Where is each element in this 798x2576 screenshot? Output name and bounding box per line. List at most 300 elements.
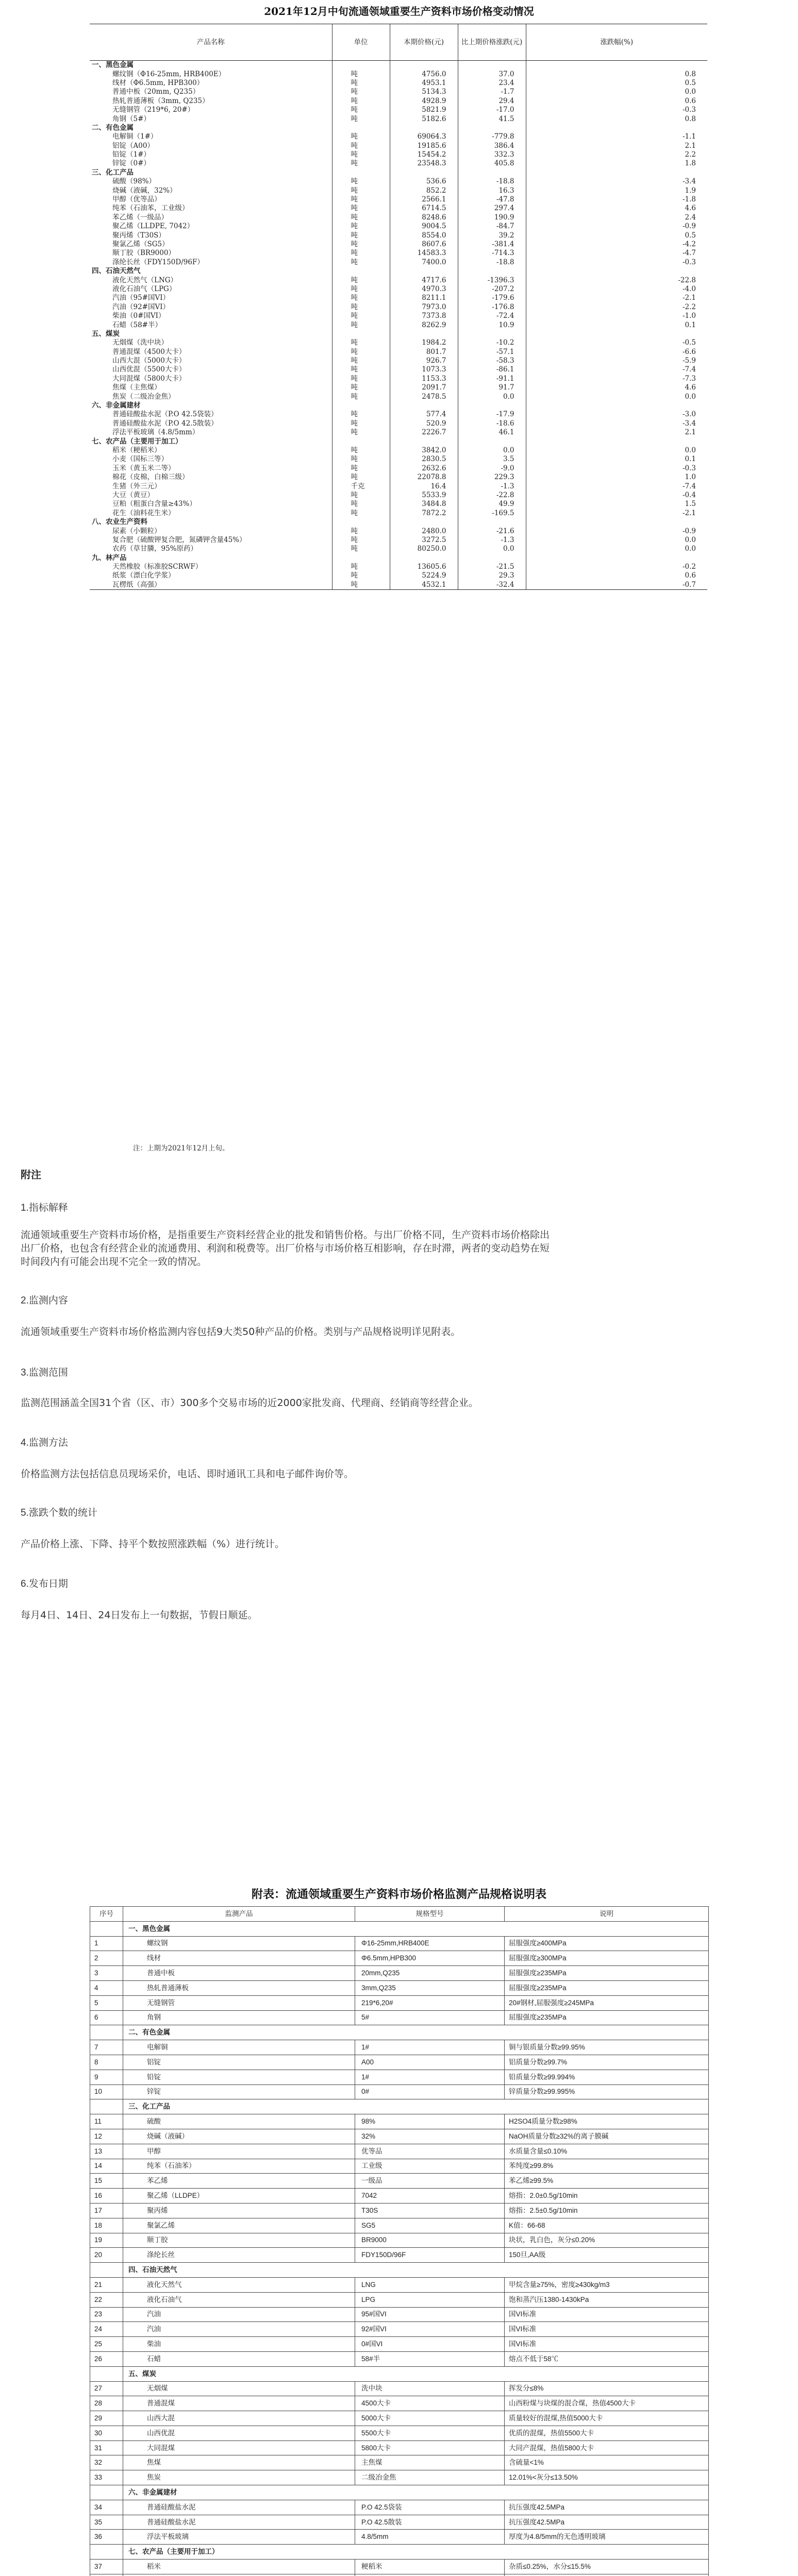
spec-spec-cell: FDY150D/96F [355, 2248, 505, 2263]
note-text-line: 产品价格上涨、下降、持平个数按照涨跌幅（%）进行统计。 [21, 1538, 285, 1550]
pct-cell: -0.5 [526, 338, 707, 347]
price-cell: 3272.5 [390, 536, 458, 545]
spec-seq-cell: 15 [90, 2174, 123, 2189]
unit-cell: 吨 [332, 294, 390, 302]
spec-seq-cell: 34 [90, 2500, 123, 2515]
price-table-body [90, 61, 707, 590]
price-category-row [90, 553, 707, 562]
price-cell: 7872.2 [390, 509, 458, 518]
spec-name-cell: 硫酸 [123, 2114, 355, 2129]
spec-name-cell: 螺纹钢 [123, 1936, 355, 1951]
price-cell: 2480.0 [390, 527, 458, 535]
pct-cell [526, 518, 707, 527]
price-cell: 3842.0 [390, 446, 458, 455]
note-title: 3.监测范围 [21, 1367, 68, 1378]
spec-seq-cell [90, 2574, 123, 2576]
unit-cell: 吨 [332, 70, 390, 78]
pct-cell: -7.4 [526, 482, 707, 490]
change-cell: -21.6 [458, 527, 526, 535]
pct-cell: -4.7 [526, 249, 707, 258]
spec-row [90, 2574, 709, 2576]
price-row [90, 392, 707, 401]
price-row [90, 482, 707, 490]
price-row [90, 70, 707, 78]
price-row [90, 446, 707, 455]
price-cell: 5821.9 [390, 106, 458, 114]
pct-cell: 2.2 [526, 150, 707, 159]
spec-spec-cell: 5800大卡 [355, 2441, 505, 2455]
price-table-header [90, 24, 707, 61]
price-cell: 3484.8 [390, 500, 458, 509]
change-cell: 91.7 [458, 383, 526, 392]
price-row [90, 240, 707, 249]
spec-row [90, 2396, 709, 2411]
spec-name-cell: 普通硅酸盐水泥 [123, 2500, 355, 2515]
spec-row [90, 2159, 709, 2174]
price-cell: 8248.6 [390, 213, 458, 222]
product-name-cell: 八、农业生产资料 [92, 518, 147, 527]
spec-seq-cell: 24 [90, 2322, 123, 2337]
pct-cell: 2.1 [526, 428, 707, 437]
price-row [90, 231, 707, 240]
change-cell: -1.7 [458, 88, 526, 96]
pct-cell: 0.8 [526, 70, 707, 78]
price-cell: 5182.6 [390, 114, 458, 123]
change-cell [458, 437, 526, 446]
spec-spec-cell: 20mm,Q235 [355, 1966, 505, 1981]
product-name-cell: 电解铜（1#） [112, 132, 158, 141]
price-cell: 5224.9 [390, 571, 458, 580]
unit-cell: 吨 [332, 258, 390, 267]
spec-name-cell: 涤纶长丝 [123, 2248, 355, 2263]
price-cell: 2632.6 [390, 464, 458, 473]
note-title: 5.涨跌个数的统计 [21, 1507, 97, 1518]
product-name-cell: 汽油（92#国VI） [112, 302, 170, 311]
spec-spec-cell: SG5 [355, 2218, 505, 2233]
note-title: 2.监测内容 [21, 1295, 68, 1306]
pct-cell: -7.3 [526, 375, 707, 383]
spec-name-cell: 顺丁胶 [123, 2233, 355, 2248]
unit-cell: 吨 [332, 527, 390, 535]
spec-desc-cell [505, 2574, 709, 2576]
price-cell [390, 518, 458, 527]
change-cell: -1.3 [458, 482, 526, 490]
spec-desc-cell: 国VI标准 [505, 2322, 709, 2337]
change-cell: -86.1 [458, 365, 526, 374]
spec-spec-cell [355, 2574, 505, 2576]
change-cell [458, 330, 526, 338]
product-name-cell: 四、石油天然气 [92, 267, 141, 276]
spec-seq-cell: 36 [90, 2530, 123, 2545]
price-cell: 16.4 [390, 482, 458, 490]
price-row [90, 410, 707, 419]
price-cell: 14583.3 [390, 249, 458, 258]
spec-spec-cell: LPG [355, 2292, 505, 2307]
unit-cell: 吨 [332, 455, 390, 464]
spec-name-cell: 聚乙烯（LLDPE） [123, 2189, 355, 2204]
spec-row [90, 2055, 709, 2070]
price-row [90, 348, 707, 357]
spec-spec-cell: 1# [355, 2070, 505, 2084]
unit-cell: 吨 [332, 150, 390, 159]
change-cell: -58.3 [458, 357, 526, 365]
pct-cell: 4.6 [526, 383, 707, 392]
unit-cell: 吨 [332, 419, 390, 428]
spec-name-cell: 苯乙烯 [123, 2174, 355, 2189]
pct-cell: -5.9 [526, 357, 707, 365]
product-name-cell: 普通中板（20mm, Q235） [112, 88, 200, 96]
product-name-cell: 角钢（5#） [112, 114, 151, 123]
spec-row [90, 2411, 709, 2426]
spec-category-row [90, 2366, 709, 2381]
spec-spec-cell: 5500大卡 [355, 2426, 505, 2441]
price-cell: 4953.1 [390, 79, 458, 88]
spec-seq-cell: 32 [90, 2455, 123, 2470]
spec-row [90, 2233, 709, 2248]
price-row [90, 303, 707, 312]
pct-cell [526, 61, 707, 70]
pct-cell: 2.4 [526, 213, 707, 222]
spec-row [90, 2560, 709, 2574]
price-row [90, 195, 707, 204]
product-name-cell: 烧碱（液碱，32%） [112, 186, 177, 195]
pct-cell [526, 168, 707, 177]
spec-category-cell: 六、非金属建材 [123, 2485, 709, 2500]
pct-cell: 0.5 [526, 79, 707, 88]
seq-cell [90, 2366, 123, 2381]
pct-cell: -3.4 [526, 419, 707, 428]
pct-cell: 0.0 [526, 88, 707, 96]
spec-name-cell: 无烟煤 [123, 2381, 355, 2396]
change-cell: 49.9 [458, 500, 526, 509]
spec-seq-cell: 5 [90, 1995, 123, 2010]
change-cell: 0.0 [458, 545, 526, 553]
note-text-line: 时间段内有可能会出现不完全一致的情况。 [21, 1256, 207, 1267]
change-cell: -779.8 [458, 132, 526, 141]
product-name-cell: 聚氯乙烯（SG5） [112, 240, 169, 248]
change-cell: -72.4 [458, 312, 526, 320]
unit-cell: 吨 [332, 320, 390, 329]
spec-category-row [90, 1921, 709, 1936]
change-cell: 37.0 [458, 70, 526, 78]
spec-row [90, 1936, 709, 1951]
pct-cell: -1.8 [526, 195, 707, 204]
unit-cell [332, 168, 390, 177]
price-cell: 13605.6 [390, 563, 458, 571]
product-name-cell: 无缝钢管（219*6, 20#） [112, 106, 195, 114]
spec-row [90, 2084, 709, 2099]
spec-spec-cell: 一级品 [355, 2174, 505, 2189]
spec-spec-cell: T30S [355, 2203, 505, 2218]
change-cell: -714.3 [458, 249, 526, 258]
change-cell: 405.8 [458, 159, 526, 168]
price-cell [390, 168, 458, 177]
spec-seq-cell: 12 [90, 2129, 123, 2144]
spec-name-cell: 焦炭 [123, 2470, 355, 2485]
unit-cell [332, 267, 390, 276]
unit-cell [332, 401, 390, 410]
header-spec-product: 监测产品 [123, 1907, 355, 1922]
spec-seq-cell: 26 [90, 2351, 123, 2366]
price-row [90, 114, 707, 123]
note-title: 1.指标解释 [21, 1202, 68, 1213]
change-cell: -176.8 [458, 303, 526, 312]
spec-spec-cell: 92#国VI [355, 2322, 505, 2337]
unit-cell: 吨 [332, 159, 390, 168]
change-cell: 46.1 [458, 428, 526, 437]
header-product: 产品名称 [90, 24, 332, 61]
spec-category-cell: 三、化工产品 [123, 2099, 709, 2114]
spec-spec-cell: 工业级 [355, 2159, 505, 2174]
price-cell [390, 553, 458, 562]
product-name-cell: 天然橡胶（标准胶SCRWF） [112, 563, 203, 571]
price-row [90, 428, 707, 437]
change-cell: -57.1 [458, 348, 526, 357]
spec-name-cell: 石蜡 [123, 2351, 355, 2366]
spec-spec-cell: Φ6.5mm,HPB300 [355, 1951, 505, 1966]
spec-row [90, 2277, 709, 2292]
spec-category-row [90, 2485, 709, 2500]
price-row [90, 258, 707, 267]
change-cell: -17.0 [458, 106, 526, 114]
spec-desc-cell: NaOH质量分数≥32%的离子膜碱 [505, 2129, 709, 2144]
product-name-cell: 聚乙烯（LLDPE, 7042） [112, 222, 194, 231]
spec-name-cell: 电解铜 [123, 2040, 355, 2055]
price-row [90, 294, 707, 302]
product-name-cell: 普通硅酸盐水泥（P.O 42.5散装） [112, 419, 218, 428]
pct-cell: -0.9 [526, 527, 707, 535]
spec-name-cell: 汽油 [123, 2307, 355, 2322]
change-cell: -47.8 [458, 195, 526, 204]
spec-desc-cell: 铝质量分数≥99.7% [505, 2055, 709, 2070]
spec-name-cell: 液化天然气 [123, 2277, 355, 2292]
spec-row [90, 2351, 709, 2366]
spec-category-cell: 四、石油天然气 [123, 2263, 709, 2278]
spec-category-cell: 七、农产品（主要用于加工） [123, 2545, 709, 2560]
spec-spec-cell: 洗中块 [355, 2381, 505, 2396]
pct-cell: 0.0 [526, 545, 707, 553]
unit-cell: 吨 [332, 536, 390, 545]
spec-row [90, 2248, 709, 2263]
unit-cell: 吨 [332, 114, 390, 123]
pct-cell: -4.2 [526, 240, 707, 249]
spec-desc-cell: 苯纯度≥99.8% [505, 2159, 709, 2174]
spec-name-cell: 聚丙烯 [123, 2203, 355, 2218]
spec-desc-cell: 屈服强度≥235MPa [505, 1966, 709, 1981]
spec-row [90, 2441, 709, 2455]
spec-row [90, 2174, 709, 2189]
pct-cell: 0.1 [526, 320, 707, 329]
spec-desc-cell: 屈服强度≥300MPa [505, 1951, 709, 1966]
price-cell: 1153.3 [390, 375, 458, 383]
price-row [90, 186, 707, 195]
product-name-cell: 复合肥（硫酸钾复合肥，氮磷钾含量45%） [112, 535, 246, 544]
spec-desc-cell: 抗压强度42.5MPa [505, 2515, 709, 2530]
spec-row [90, 2292, 709, 2307]
pct-cell: -0.3 [526, 464, 707, 473]
pct-cell: -0.7 [526, 581, 707, 590]
spec-row [90, 1951, 709, 1966]
product-name-cell: 普通硅酸盐水泥（P.O 42.5袋装） [112, 410, 218, 419]
unit-cell: 吨 [332, 213, 390, 222]
price-cell: 2478.5 [390, 392, 458, 401]
price-cell: 15454.2 [390, 150, 458, 159]
product-name-cell: 豆粕（粗蛋白含量≥43%） [112, 500, 196, 509]
price-row [90, 419, 707, 428]
product-name-cell: 柴油（0#国VI） [112, 312, 165, 320]
product-name-cell: 锌锭（0#） [112, 159, 151, 168]
product-name-cell: 焦煤（主焦煤） [112, 383, 161, 392]
spec-name-cell: 液化石油气 [123, 2292, 355, 2307]
price-cell: 2226.7 [390, 428, 458, 437]
price-row [90, 473, 707, 482]
price-cell: 8211.1 [390, 294, 458, 302]
pct-cell [526, 437, 707, 446]
spec-row [90, 2500, 709, 2515]
change-cell [458, 61, 526, 70]
change-cell: 3.5 [458, 455, 526, 464]
pct-cell: -4.0 [526, 285, 707, 294]
spec-desc-cell: 国VI标准 [505, 2337, 709, 2352]
spec-row [90, 1966, 709, 1981]
spec-desc-cell: 熔点不低于58℃ [505, 2351, 709, 2366]
price-cell: 4970.3 [390, 285, 458, 294]
pct-cell: -2.2 [526, 303, 707, 312]
price-cell [390, 124, 458, 132]
change-cell [458, 518, 526, 527]
spec-seq-cell: 3 [90, 1966, 123, 1981]
product-name-cell: 大豆（黄豆） [112, 490, 154, 499]
spec-desc-cell: 150旦,AA级 [505, 2248, 709, 2263]
unit-cell: 吨 [332, 392, 390, 401]
price-cell: 2830.5 [390, 455, 458, 464]
spec-spec-cell: 219*6,20# [355, 1995, 505, 2010]
price-category-row [90, 518, 707, 527]
price-row [90, 491, 707, 500]
spec-desc-cell: 屈服强度≥235MPa [505, 2010, 709, 2025]
unit-cell [332, 437, 390, 446]
pct-cell [526, 553, 707, 562]
spec-desc-cell: 饱和蒸汽压1380-1430kPa [505, 2292, 709, 2307]
change-cell: -32.4 [458, 581, 526, 590]
price-cell: 536.6 [390, 177, 458, 186]
price-category-row [90, 437, 707, 446]
pct-cell: 0.6 [526, 97, 707, 106]
spec-row [90, 2455, 709, 2470]
pct-cell [526, 124, 707, 132]
spec-desc-cell: H2SO4质量分数≥98% [505, 2114, 709, 2129]
change-cell: 39.2 [458, 231, 526, 240]
pct-cell: -22.8 [526, 276, 707, 284]
change-cell: -9.0 [458, 464, 526, 473]
price-row [90, 581, 707, 590]
unit-cell: 吨 [332, 88, 390, 96]
unit-cell: 吨 [332, 365, 390, 374]
spec-row [90, 2070, 709, 2084]
spec-row [90, 2530, 709, 2545]
unit-cell: 吨 [332, 446, 390, 455]
change-cell [458, 553, 526, 562]
price-cell: 2091.7 [390, 383, 458, 392]
spec-spec-cell: 优等品 [355, 2144, 505, 2159]
spec-seq-cell: 1 [90, 1936, 123, 1951]
change-cell [458, 168, 526, 177]
spec-desc-cell: 屈服强度≥235MPa [505, 1980, 709, 1995]
unit-cell: 吨 [332, 338, 390, 347]
spec-desc-cell: 国VI标准 [505, 2307, 709, 2322]
pct-cell: -7.4 [526, 365, 707, 374]
spec-desc-cell: K值：66-68 [505, 2218, 709, 2233]
seq-cell [90, 2485, 123, 2500]
product-name-cell: 液化石油气（LPG） [112, 284, 176, 293]
price-row [90, 536, 707, 545]
price-cell [390, 330, 458, 338]
spec-spec-cell: 58#半 [355, 2351, 505, 2366]
pct-cell: -0.3 [526, 106, 707, 114]
spec-name-cell: 普通中板 [123, 1966, 355, 1981]
price-cell: 520.9 [390, 419, 458, 428]
spec-seq-cell: 18 [90, 2218, 123, 2233]
unit-cell: 吨 [332, 177, 390, 186]
spec-seq-cell: 4 [90, 1980, 123, 1995]
price-row [90, 338, 707, 347]
change-cell: 29.3 [458, 571, 526, 580]
spec-row [90, 2114, 709, 2129]
price-category-row [90, 401, 707, 410]
price-row [90, 527, 707, 535]
spec-row [90, 1995, 709, 2010]
price-row [90, 375, 707, 383]
spec-row [90, 2010, 709, 2025]
spec-desc-cell: 水质量含量≤0.10% [505, 2144, 709, 2159]
unit-cell: 千克 [332, 482, 390, 490]
price-cell: 22078.8 [390, 473, 458, 482]
change-cell: -18.8 [458, 258, 526, 267]
price-cell: 7373.8 [390, 312, 458, 320]
spec-seq-cell: 6 [90, 2010, 123, 2025]
header-price: 本期价格(元) [390, 24, 458, 61]
product-name-cell: 一、黑色金属 [92, 61, 134, 70]
unit-cell: 吨 [332, 303, 390, 312]
unit-cell [332, 330, 390, 338]
pct-cell: 1.5 [526, 500, 707, 509]
unit-cell: 吨 [332, 312, 390, 320]
spec-desc-cell: 锌质量分数≥99.995% [505, 2084, 709, 2099]
pct-cell: 1.9 [526, 186, 707, 195]
spec-spec-cell: 二级冶金焦 [355, 2470, 505, 2485]
note-text-line: 每月4日、14日、24日发布上一旬数据，节假日顺延。 [21, 1609, 258, 1621]
price-cell: 4928.9 [390, 97, 458, 106]
price-cell: 80250.0 [390, 545, 458, 553]
pct-cell: 0.1 [526, 455, 707, 464]
spec-name-cell: 线材 [123, 1951, 355, 1966]
spec-desc-cell: 块状，乳白色，灰分≤0.20% [505, 2233, 709, 2248]
product-name-cell: 山西大混（5000大卡） [112, 357, 186, 365]
unit-cell: 吨 [332, 231, 390, 240]
spec-desc-cell: 挥发分≤8% [505, 2381, 709, 2396]
price-row [90, 132, 707, 141]
spec-name-cell: 柴油 [123, 2337, 355, 2352]
pct-cell: -0.3 [526, 258, 707, 267]
price-row [90, 357, 707, 365]
price-row [90, 464, 707, 473]
unit-cell: 吨 [332, 581, 390, 590]
change-cell: 41.5 [458, 114, 526, 123]
unit-cell: 吨 [332, 132, 390, 141]
price-row [90, 563, 707, 571]
unit-cell: 吨 [332, 509, 390, 518]
price-row [90, 500, 707, 509]
